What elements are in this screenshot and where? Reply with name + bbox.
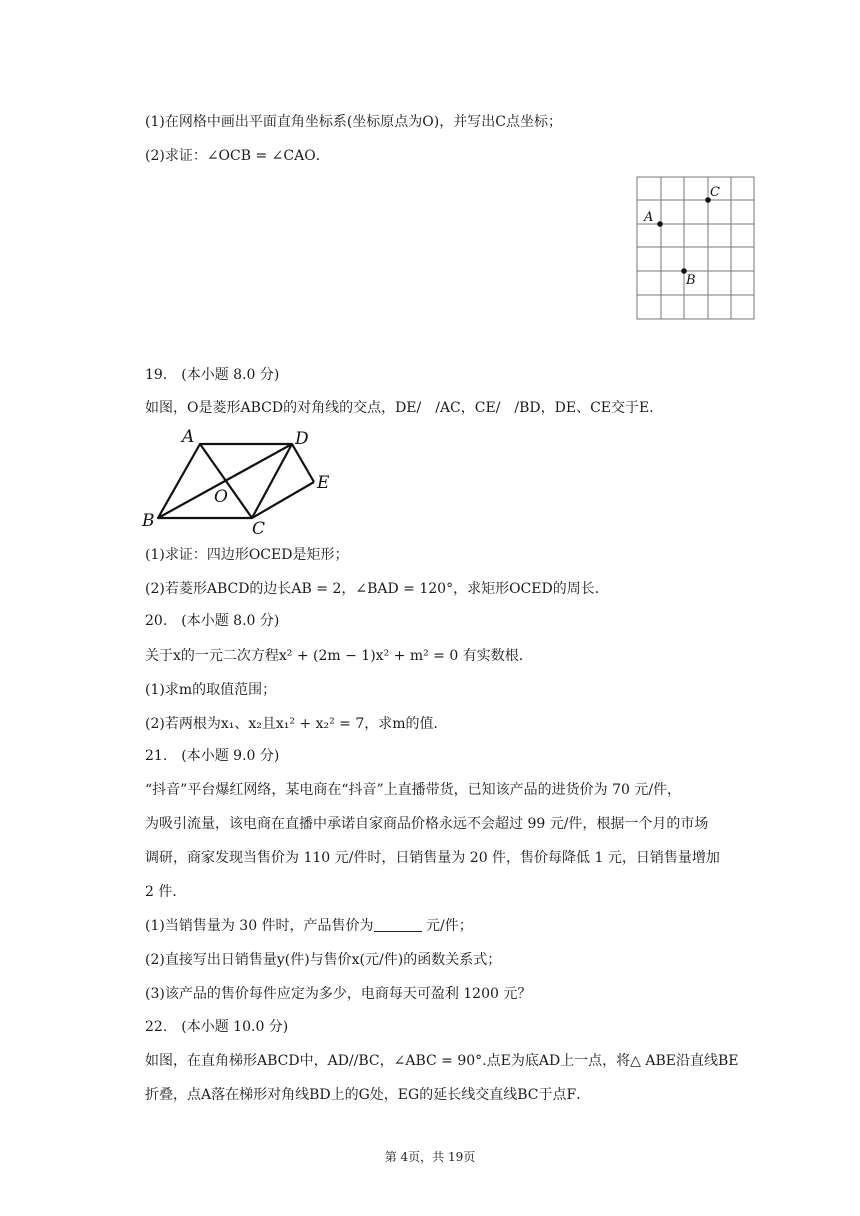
q20-header: 20. (本小题 8.0 分) — [145, 613, 280, 629]
q22-stem-line-1: 如图，在直角梯形ABCD中，AD//BC，∠ABC = 90°.点E为底AD上一点，将△ ABE沿直线BE — [145, 1053, 739, 1069]
label-a: A — [644, 210, 654, 225]
label-a: A — [182, 427, 195, 447]
label-e: E — [317, 473, 330, 493]
label-d: D — [295, 429, 309, 449]
q21-stem-line-3: 调研，商家发现当售价为 110 元/件时，日销售量为 20 件，售价每降低 1 元，日销售量增加 — [145, 850, 720, 866]
point-a — [657, 221, 663, 227]
q18-part2: (2)求证：∠OCB = ∠CAO． — [145, 148, 330, 164]
q20-stem: 关于x的一元二次方程x² + (2m − 1)x² + m² = 0 有实数根． — [145, 648, 533, 664]
q20-part2: (2)若两根为x₁、x₂且x₁² + x₂² = 7，求m的值． — [145, 716, 448, 732]
q22-stem-line-2: 折叠，点A落在梯形对角线BD上的G处，EG的延长线交直线BC于点F． — [145, 1087, 591, 1103]
q21-stem-line-2: 为吸引流量，该电商在直播中承诺自家商品价格永远不会超过 99 元/件，根据一个月的市场 — [145, 816, 709, 832]
q21-stem-line-4: 2 件． — [145, 884, 187, 900]
q21-part3: (3)该产品的售价每件应定为多少，电商每天可盈利 1200 元？ — [145, 986, 532, 1002]
label-c: C — [710, 185, 720, 200]
answer-blank — [374, 917, 422, 932]
q22-header: 22. (本小题 10.0 分) — [145, 1019, 289, 1035]
q18-grid-figure — [636, 176, 756, 322]
label-o: O — [214, 487, 228, 507]
q21-part1 — [145, 916, 473, 936]
q18-part1: (1)在网格中画出平面直角坐标系(坐标原点为O)，并写出C点坐标； — [145, 114, 562, 130]
q21-part1-text: (1)当销售量为 30 件时，产品售价为 — [145, 918, 374, 934]
label-b: B — [686, 273, 696, 288]
q19-header: 19. (本小题 8.0 分) — [145, 367, 280, 383]
label-c: C — [252, 519, 266, 536]
q20-part1: (1)求m的取值范围； — [145, 682, 277, 698]
q19-stem: 如图，O是菱形ABCD的对角线的交点，DE/ /AC，CE/ /BD，DE、CE交于E． — [145, 400, 664, 416]
label-b: B — [142, 511, 155, 531]
q21-part1-unit: 元/件； — [421, 918, 473, 934]
q19-part1: (1)求证：四边形OCED是矩形； — [145, 547, 349, 563]
q21-stem-line-1: “抖音”平台爆红网络，某电商在“抖音”上直播带货，已知该产品的进货价为 70 元/件， — [145, 782, 682, 798]
q21-header: 21. (本小题 9.0 分) — [145, 748, 280, 764]
q21-part2: (2)直接写出日销售量y(件)与售价x(元/件)的函数关系式； — [145, 952, 502, 968]
q19-part2: (2)若菱形ABCD的边长AB = 2，∠BAD = 120°，求矩形OCED的周长． — [145, 581, 609, 597]
page-footer: 第 4页，共 19页 — [384, 1150, 476, 1164]
q19-rhombus-figure — [140, 426, 340, 536]
